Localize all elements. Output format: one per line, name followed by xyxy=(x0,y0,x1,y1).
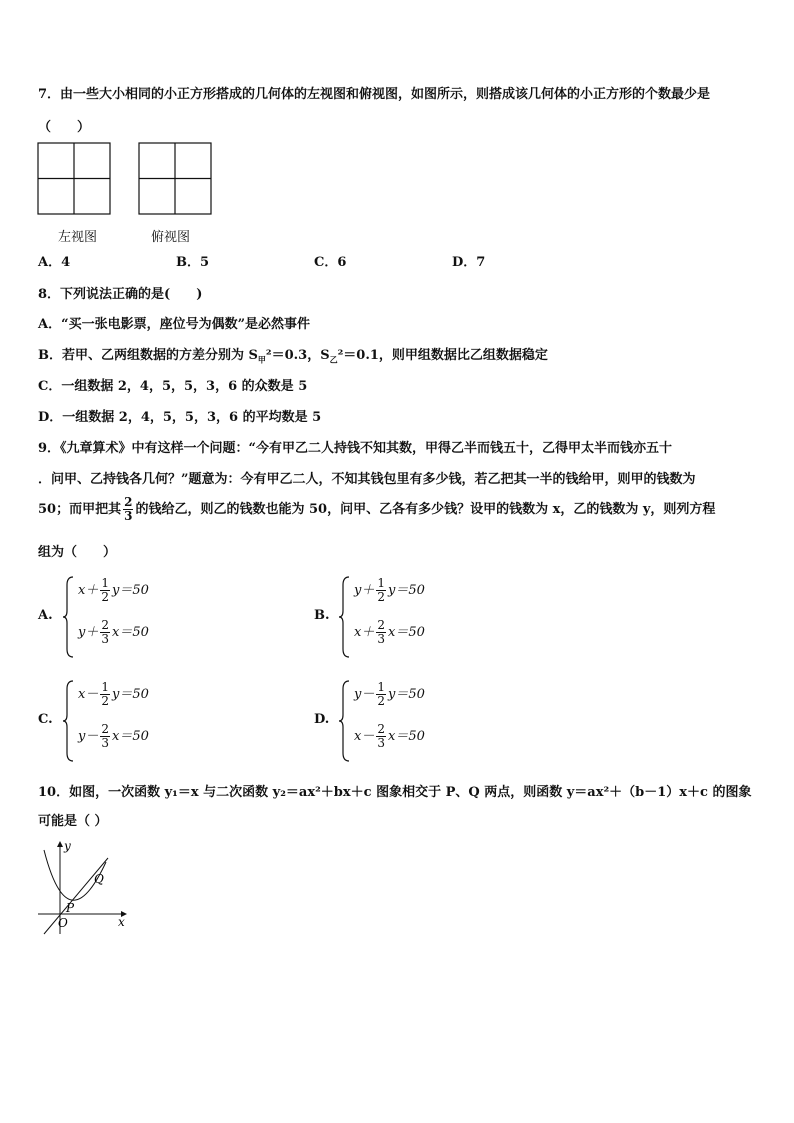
y-axis-label: y xyxy=(64,839,71,853)
fraction: $\frac{1}{2}$ xyxy=(101,680,109,708)
q9-line2: ．问甲、乙持钱各几何？”题意为：今有甲乙二人，不知其钱包里有多少钱，若乙把其一半的钱给甲，则甲的钱数为 xyxy=(38,472,696,487)
q7-option-a: A．4 xyxy=(38,255,71,270)
q9-option-c-brace xyxy=(62,679,76,763)
q9-option-b-equation-1: y＋ $\frac{1}{2}$ y＝50 xyxy=(354,576,425,604)
q8-option-d: D．一组数据 2，4，5，5，3，6 的平均数是 5 xyxy=(38,410,322,425)
q9-option-b-brace xyxy=(338,575,352,659)
q9-line4: 组为（ ） xyxy=(38,545,117,560)
q9-option-a-equation-1: x＋ $\frac{1}{2}$ y＝50 xyxy=(78,576,149,604)
q9-option-d-label: D. xyxy=(314,712,330,727)
q7-stem-line1: 7．由一些大小相同的小正方形搭成的几何体的左视图和俯视图，如图所示，则搭成该几何体的小正方形的个数最少是 xyxy=(38,87,711,102)
top-view-caption: 俯视图 xyxy=(151,230,191,245)
q7-option-b: B．5 xyxy=(176,255,210,270)
q7-option-c: C．6 xyxy=(314,255,347,270)
q9-option-b-equation-2: x＋ $\frac{2}{3}$ x＝50 xyxy=(354,618,425,646)
x-axis-label: x xyxy=(118,915,125,929)
q9-option-d-brace xyxy=(338,679,352,763)
fraction: $\frac{2}{3}$ xyxy=(101,722,109,750)
left-view-figure xyxy=(37,142,113,216)
q8-stem: 8．下列说法正确的是( ) xyxy=(38,287,203,302)
q8-option-a: A．“买一张电影票，座位号为偶数”是必然事件 xyxy=(38,317,311,332)
q9-option-c-label: C. xyxy=(38,712,53,727)
q9-line1: 9．《九章算术》中有这样一个问题：“今有甲乙二人持钱不知其数，甲得乙半而钱五十，乙得甲太半而钱亦五十 xyxy=(38,441,673,456)
fraction: $\frac{1}{2}$ xyxy=(377,576,385,604)
q7-stem-line2: （ ） xyxy=(38,120,91,135)
fraction: $\frac{2}{3}$ xyxy=(377,618,385,646)
q10-line1: 10．如图，一次函数 y₁＝x 与二次函数 y₂＝ax²＋bx＋c 图象相交于 P、Q 两点，则函数 y＝ax²＋（b－1）x＋c 的图象 xyxy=(38,785,752,800)
line-y1 xyxy=(44,858,108,934)
point-p-label: P xyxy=(66,901,75,915)
fraction-two-thirds: $\frac{2}{3}$ xyxy=(124,495,133,523)
fraction: $\frac{1}{2}$ xyxy=(377,680,385,708)
q8-option-b: B．若甲、乙两组数据的方差分别为 $S_甲^2=0.3$，$S_乙^2=0.1$，则甲组数据比乙组数据稳定 xyxy=(38,348,548,365)
q9-option-c-equation-2: y－ $\frac{2}{3}$ x＝50 xyxy=(78,722,149,750)
q9-option-d-equation-2: x－ $\frac{2}{3}$ x＝50 xyxy=(354,722,425,750)
q8-option-c: C．一组数据 2，4，5，5，3，6 的众数是 5 xyxy=(38,379,308,394)
left-view-caption: 左视图 xyxy=(58,230,98,245)
q9-option-b-label: B. xyxy=(314,608,330,623)
q9-option-d-equation-1: y－ $\frac{1}{2}$ y＝50 xyxy=(354,680,425,708)
q7-option-d: D．7 xyxy=(452,255,486,270)
fraction: $\frac{2}{3}$ xyxy=(101,618,109,646)
point-q-label: Q xyxy=(94,872,104,886)
q9-option-c-equation-1: x－ $\frac{1}{2}$ y＝50 xyxy=(78,680,149,708)
q9-option-a-equation-2: y＋ $\frac{2}{3}$ x＝50 xyxy=(78,618,149,646)
origin-label: O xyxy=(58,916,68,930)
fraction: $\frac{2}{3}$ xyxy=(377,722,385,750)
top-view-figure xyxy=(138,142,214,216)
q10-graph xyxy=(32,838,132,938)
q9-line3: 50；而甲把其 $\frac{2}{3}$ 的钱给乙，则乙的钱数也能为 50，问甲、乙各有多少钱？设甲的钱数为 x，乙的钱数为 y，则列方程 xyxy=(38,495,716,523)
q10-line2: 可能是（ ） xyxy=(38,814,108,829)
q9-option-a-label: A. xyxy=(38,608,53,623)
q9-option-a-brace xyxy=(62,575,76,659)
fraction: $\frac{1}{2}$ xyxy=(101,576,109,604)
